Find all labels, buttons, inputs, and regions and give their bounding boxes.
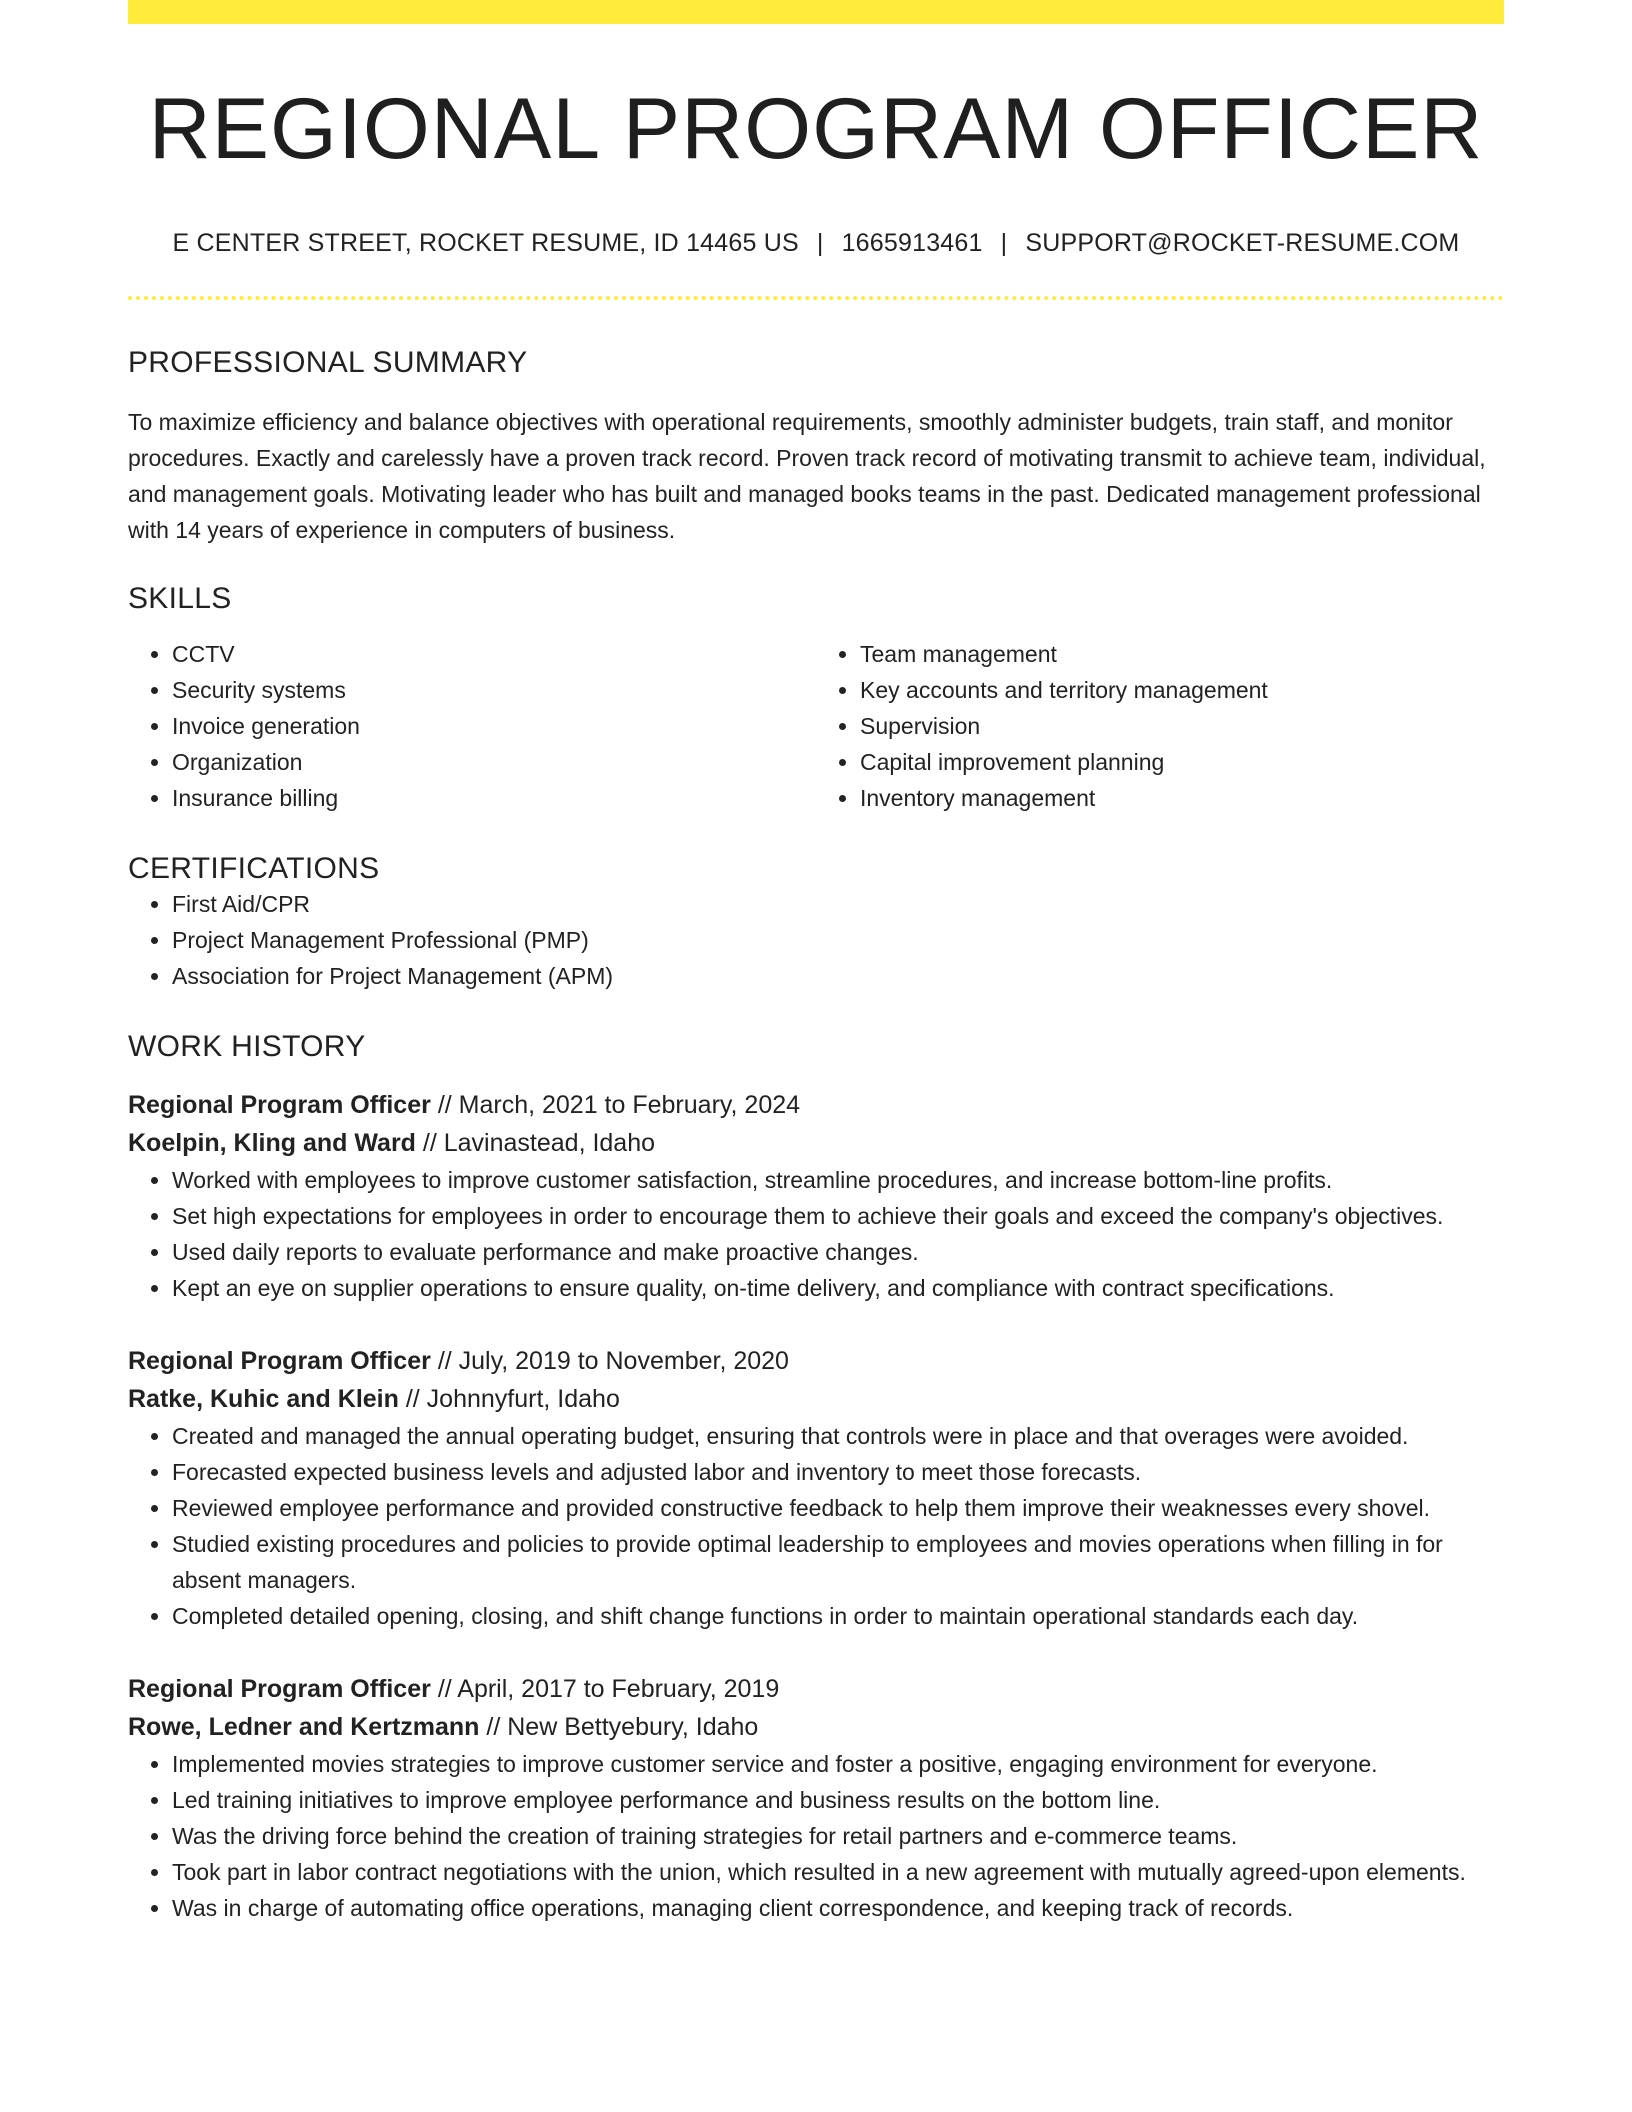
certifications-list xyxy=(128,886,1504,994)
skill-item: • Insurance billing xyxy=(172,780,816,816)
job-role-line xyxy=(128,1670,1504,1708)
job-bullet-list xyxy=(128,1418,1504,1634)
top-accent-bar xyxy=(128,0,1504,24)
job-entry xyxy=(128,1086,1504,1306)
contact-email[interactable]: SUPPORT@ROCKET-RESUME.COM xyxy=(1025,228,1460,257)
job-company-line xyxy=(128,1380,1504,1418)
skill-item: • Team management xyxy=(860,636,1504,672)
skill-item: • Organization xyxy=(172,744,816,780)
skill-item: • Capital improvement planning xyxy=(860,744,1504,780)
summary-heading: PROFESSIONAL SUMMARY xyxy=(128,345,528,379)
job-bullet: • Was the driving force behind the creation of training strategies for retail partners and e-commerce teams. xyxy=(172,1818,1504,1854)
dotted-divider xyxy=(128,296,1504,300)
job-bullet: • Led training initiatives to improve employee performance and business results on the bottom line. xyxy=(172,1782,1504,1818)
skills-columns xyxy=(128,636,1504,816)
resume-page xyxy=(128,0,1504,1926)
skill-item: • Key accounts and territory management xyxy=(860,672,1504,708)
summary-paragraph: To maximize efficiency and balance objectives with operational requirements, smoothly administer budgets, train staff, and monitor procedures. Exactly and carelessly have a proven track record. Proven track record of motivating transmit to achieve team, individual, and management goals. Motivating leader who has built and managed books teams in the past. Dedicated management professional with 14 years of experience in computers of business. xyxy=(128,408,1486,543)
contact-line xyxy=(128,229,1504,258)
job-company: Rowe, Ledner and Kertzmann xyxy=(128,1712,480,1741)
job-bullet: • Used daily reports to evaluate performance and make proactive changes. xyxy=(172,1234,1504,1270)
job-bullet: • Worked with employees to improve customer satisfaction, streamline procedures, and increase bottom-line profits. xyxy=(172,1162,1504,1198)
job-bullet: • Was in charge of automating office operations, managing client correspondence, and keeping track of records. xyxy=(172,1890,1504,1926)
certification-item: • First Aid/CPR xyxy=(172,886,1504,922)
skills-left-column xyxy=(128,636,816,816)
job-entry xyxy=(128,1342,1504,1634)
job-company: Koelpin, Kling and Ward xyxy=(128,1128,416,1157)
contact-address: E CENTER STREET, ROCKET RESUME, ID 14465 US xyxy=(172,228,799,257)
job-bullet: • Completed detailed opening, closing, and shift change functions in order to maintain operational standards each day. xyxy=(172,1598,1504,1634)
skills-heading: SKILLS xyxy=(128,581,232,615)
contact-separator: | xyxy=(816,228,824,257)
job-bullet: • Created and managed the annual operating budget, ensuring that controls were in place and that overages were avoided. xyxy=(172,1418,1504,1454)
job-role: Regional Program Officer xyxy=(128,1090,431,1119)
job-role-line xyxy=(128,1086,1504,1124)
skills-right-list xyxy=(816,636,1504,816)
job-bullet-list xyxy=(128,1162,1504,1306)
skill-item: • Supervision xyxy=(860,708,1504,744)
job-bullet: • Implemented movies strategies to improve customer service and foster a positive, engaging environment for everyone. xyxy=(172,1746,1504,1782)
contact-phone: 1665913461 xyxy=(841,228,983,257)
skills-right-column xyxy=(816,636,1504,816)
skill-item: • CCTV xyxy=(172,636,816,672)
skill-item: • Security systems xyxy=(172,672,816,708)
job-company-line xyxy=(128,1708,1504,1746)
job-bullet-list xyxy=(128,1746,1504,1926)
job-role: Regional Program Officer xyxy=(128,1346,431,1375)
job-dates: // March, 2021 to February, 2024 xyxy=(437,1090,801,1119)
job-bullet: • Reviewed employee performance and provided constructive feedback to help them improve their weaknesses every shovel. xyxy=(172,1490,1504,1526)
job-role: Regional Program Officer xyxy=(128,1674,431,1703)
job-bullet: • Studied existing procedures and policies to provide optimal leadership to employees and movies operations when filling in for absent managers. xyxy=(172,1526,1504,1598)
skills-left-list xyxy=(128,636,816,816)
certifications-heading: CERTIFICATIONS xyxy=(128,851,380,885)
job-bullet: • Took part in labor contract negotiations with the union, which resulted in a new agreement with mutually agreed-upon elements. xyxy=(172,1854,1504,1890)
job-role-line xyxy=(128,1342,1504,1380)
work-history-heading: WORK HISTORY xyxy=(128,1029,366,1063)
job-dates: // July, 2019 to November, 2020 xyxy=(437,1346,789,1375)
job-bullet: • Forecasted expected business levels and adjusted labor and inventory to meet those forecasts. xyxy=(172,1454,1504,1490)
job-bullet: • Set high expectations for employees in order to encourage them to achieve their goals and exceed the company's objectives. xyxy=(172,1198,1504,1234)
job-location: // New Bettyebury, Idaho xyxy=(486,1712,759,1741)
job-company-line xyxy=(128,1124,1504,1162)
job-entry xyxy=(128,1670,1504,1926)
job-location: // Johnnyfurt, Idaho xyxy=(405,1384,620,1413)
resume-name: REGIONAL PROGRAM OFFICER xyxy=(148,81,1484,177)
skill-item: • Invoice generation xyxy=(172,708,816,744)
certification-item: • Project Management Professional (PMP) xyxy=(172,922,1504,958)
job-company: Ratke, Kuhic and Klein xyxy=(128,1384,399,1413)
job-location: // Lavinastead, Idaho xyxy=(422,1128,656,1157)
job-bullet: • Kept an eye on supplier operations to ensure quality, on-time delivery, and compliance with contract specifications. xyxy=(172,1270,1504,1306)
job-dates: // April, 2017 to February, 2019 xyxy=(437,1674,780,1703)
skill-item: • Inventory management xyxy=(860,780,1504,816)
certification-item: • Association for Project Management (APM) xyxy=(172,958,1504,994)
contact-separator: | xyxy=(1000,228,1008,257)
